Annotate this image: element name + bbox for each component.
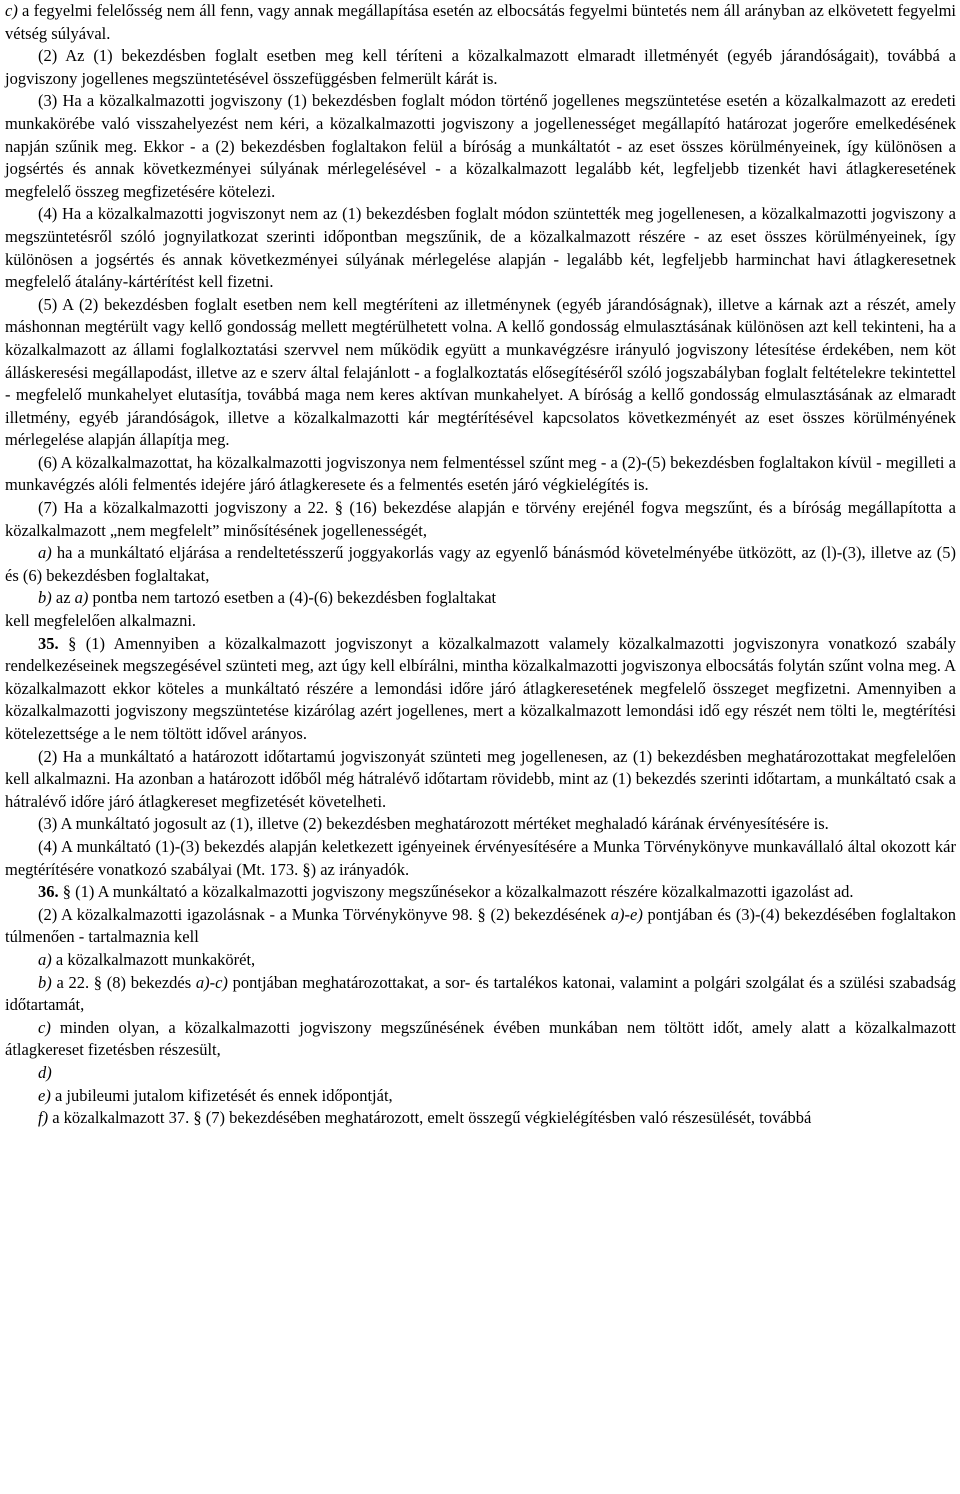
section-36-2-d (5, 1062, 956, 1085)
text-segment: (4) Ha a közalkalmazotti jogviszonyt nem az (1) bekezdésben foglalt módon szüntették meg jogellenesen, a közalkalmazotti jogviszony a megszüntetésről szóló jognyilatkozat szerinti időpontban megszűnik, de a közalkalmazott részére - az eset összes körülményeinek, így különösen a jogsértés és annak következményei súlyának mérlegelése alapján - legalább két, legfeljebb harminchat havi átlagkeresetnek megfelelő átalány-kártérítést kell fizetni. (5, 204, 956, 292)
section-35-3 (5, 813, 956, 836)
text-segment: (7) Ha a közalkalmazotti jogviszony a 22. § (16) bekezdése alapján e törvény erejénél fogva megszűnt, és a bíróság megállapította a közalkalmazott „nem megfelelt” minősítésének jogellenességét, (5, 498, 956, 540)
text-segment: pontjában meghatározottakat, a sor- és tartalékos katonai, valamint a polgári szolgálat és a szülési szabadság időtartamát, (5, 972, 956, 1015)
section-36-2-f (5, 1107, 956, 1130)
italic-marker: c) (38, 1017, 51, 1037)
section-36-2-b (5, 972, 956, 1017)
italic-marker: f) (38, 1108, 49, 1128)
paragraph-c-point (5, 0, 956, 45)
text-segment: a közalkalmazott 37. § (7) bekezdésében meghatározott, emelt összegű végkielégítésben való részesülését, továbbá (48, 1108, 812, 1128)
paragraph-34-7-a (5, 542, 956, 587)
italic-marker: d) (38, 1062, 52, 1082)
paragraph-34-7 (5, 497, 956, 542)
text-segment: (6) A közalkalmazottat, ha közalkalmazotti jogviszonya nem felmentéssel szűnt meg - a (2)-(5) bekezdésben foglaltakon kívül - megilleti a munkavégzés alóli felmentés idejére járó átlagkeresete és a felmentés esetén járó végkielégítés is. (5, 452, 956, 495)
paragraph-34-3 (5, 90, 956, 203)
text-segment: minden olyan, a közalkalmazotti jogviszony megszűnésének évében munkában nem töltött időt, amely alatt a közalkalmazott átlagkereset fizetésben részesült, (5, 1017, 956, 1060)
italic-marker: a)-e) (610, 904, 643, 924)
section-36-2-c (5, 1017, 956, 1062)
paragraph-34-4 (5, 203, 956, 293)
section-35-1 (5, 633, 956, 746)
section-36-2-e (5, 1085, 956, 1108)
text-segment: ha a munkáltató eljárása a rendeltetésszerű joggyakorlás vagy az egyenlő bánásmód követelményébe ütközött, az (l)-(3), illetve az (5) és (6) bekezdésben foglaltakat, (5, 543, 956, 585)
text-segment: (4) A munkáltató (1)-(3) bekezdés alapján keletkezett igényeinek érvényesítésére a Munka Törvénykönyve munkavállaló által okozott kár megtérítésére vonatkozó szabályai (Mt. 173. §) az irányadók. (5, 836, 956, 879)
text-segment: § (1) Amennyiben a közalkalmazott jogviszonyt a közalkalmazott valamely közalkalmazotti jogviszonyra vonatkozó szabály rendelkezéseinek megszegésével szünteti meg, azt úgy kell elbírálni, mintha közalkalmazotti jogviszonya elbocsátás folytán szűnt volna meg. A közalkalmazott ekkor köteles a munkáltató részére a lemondási időre járó átlagkeresetének megfelelő összeget megfizetni. Amennyiben a közalkalmazotti jogviszony megszüntetése kizárólag azért jogellenes, mert a közalkalmazott lemondási idő egy részét nem tölti le, megtérítési kötelezettsége a le nem töltött idővel arányos. (5, 633, 956, 743)
italic-marker: a) (74, 588, 89, 608)
text-segment: kell megfelelően alkalmazni. (5, 611, 197, 631)
text-segment: (3) A munkáltató jogosult az (1), illetve (2) bekezdésben meghatározott mértéket meghaladó kárának érvényesítésére is. (38, 814, 829, 834)
paragraph-34-7-closing (5, 610, 956, 633)
paragraph-34-6 (5, 452, 956, 497)
text-segment: a jubileumi jutalom kifizetését és ennek időpontját, (50, 1085, 393, 1105)
section-35-4 (5, 836, 956, 881)
text-segment: a 22. § (8) bekezdés (51, 972, 196, 992)
italic-marker: a) (38, 543, 52, 563)
paragraph-34-5 (5, 294, 956, 452)
section-36-1 (5, 881, 956, 904)
text-segment: pontjában és (3)-(4) bekezdésében foglaltakon túlmenően - tartalmaznia kell (5, 904, 956, 947)
text-segment: az (51, 588, 75, 608)
text-segment: a közalkalmazott munkakörét, (51, 949, 256, 969)
section-36-2-a (5, 949, 956, 972)
text-segment: (5) A (2) bekezdésben foglalt esetben nem kell megtéríteni az illetménynek (egyéb járandóságnak), illetve a kárnak azt a részét, amely máshonnan megtérült vagy kellő gondosság mellett megtérülhetett volna. A kellő gondosság elmulasztásának különösen azt kell tekinteni, ha a közalkalmazott az állami foglalkoztatási szervvel nem működik együtt a munkavégzésre irányuló jogviszony létesítése érdekében, nem köt álláskeresési megállapodást, illetve az e szerv által felajánlott - a foglalkoztatás elősegítéséről szóló jogszabályban foglalt feltételekre tekintettel - megfelelő munkahelyet elutasítja, továbbá maga nem keres aktívan munkahelyet. A bíróság a kellő gondosság elmulasztásának az elmaradt illetmény, egyéb járandóságok, illetve a közalkalmazotti kár megtérítésével kapcsolatos következményét az eset összes körülményének mérlegelése alapján állapítja meg. (5, 294, 956, 450)
paragraph-34-2 (5, 45, 956, 90)
italic-marker: b) (38, 972, 52, 992)
section-35-2 (5, 746, 956, 814)
text-segment: (2) A közalkalmazotti igazolásnak - a Munka Törvénykönyve 98. § (2) bekezdésének (38, 904, 611, 924)
section-36-2 (5, 904, 956, 949)
italic-marker: e) (38, 1085, 51, 1105)
text-segment: (3) Ha a közalkalmazotti jogviszony (1) bekezdésben foglalt módon történő jogellenes megszüntetése esetén a közalkalmazott az eredeti munkakörébe való visszahelyezést nem kéri, a közalkalmazotti jogviszony a jogellenességet megállapító határozat jogerőre emelkedésének napján szűnik meg. Ekkor - a (2) bekezdésben foglaltakon felül a bíróság a munkáltatót - az eset összes körülményeinek, így különösen a jogsértés és annak következményei súlyának mérlegelésével - a közalkalmazott legalább két, legfeljebb tizenkét havi átlagkeresetének megfelelő összeg megfizetésére kötelezi. (5, 91, 956, 201)
section-number: 36. (38, 882, 59, 902)
text-segment: (2) Az (1) bekezdésben foglalt esetben meg kell téríteni a közalkalmazott elmaradt illetményét (egyéb járandóságait), továbbá a jogviszony jogellenes megszüntetésével összefüggésben felmerült kárát is. (5, 46, 956, 88)
section-number: 35. (38, 633, 59, 653)
italic-marker: c) (5, 1, 18, 20)
italic-marker: b) (38, 588, 52, 608)
italic-marker: a) (38, 949, 52, 969)
text-segment: (2) Ha a munkáltató a határozott időtartamú jogviszonyát szünteti meg jogellenesen, az (1) bekezdésben meghatározottakat megfelelően kell alkalmazni. Ha azonban a határozott időből még hátralévő időtartam rövidebb, mint az (1) bekezdés szerinti időtartam, a munkáltató csak a hátralévő időre járó átlagkereset megfizetését követelheti. (5, 746, 956, 811)
text-segment: a fegyelmi felelősség nem áll fenn, vagy annak megállapítása esetén az elbocsátás fegyelmi büntetés nem áll arányban az elkövetett fegyelmi vétség súlyával. (5, 1, 956, 43)
text-segment: pontba nem tartozó esetben a (4)-(6) bekezdésben foglaltakat (88, 588, 497, 608)
italic-marker: a)-c) (195, 972, 228, 992)
text-segment: § (1) A munkáltató a közalkalmazotti jogviszony megszűnésekor a közalkalmazott részére közalkalmazotti igazolást ad. (58, 882, 854, 902)
paragraph-34-7-b (5, 587, 956, 610)
